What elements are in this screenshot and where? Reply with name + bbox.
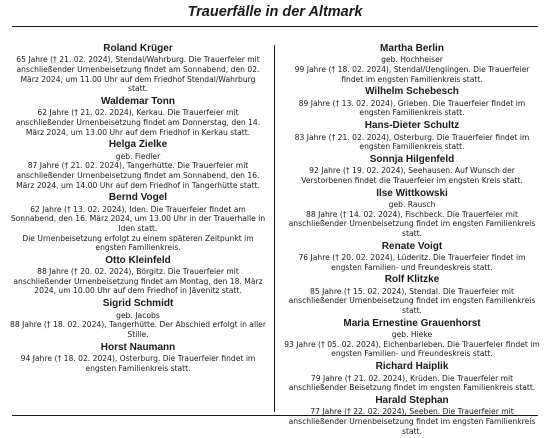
obituary-text: 88 Jahre († 14. 02. 2024), Fischbeck. Die Trauerfeier mit anschließender Urnenbeisetzung findet im engsten Familienkreis statt. (288, 209, 536, 238)
obituary-entry (10, 298, 266, 339)
deceased-name: Helga Zielke (108, 139, 168, 151)
deceased-name: Ilse Wittkowski (376, 187, 448, 199)
obituary-text: 76 Jahre († 20. 02. 2024), Lüderitz. Die Trauerfeier findet im engsten Familien- und Freundeskreis statt. (298, 253, 526, 272)
obituary-text: 92 Jahre († 19. 02. 2024), Seehausen. Auf Wunsch der Verstorbenen findet die Trauerfeier im engsten Kreis statt. (301, 166, 523, 185)
deceased-name: Horst Naumann (100, 341, 176, 353)
birth-name: geb. Rausch (388, 200, 436, 210)
right-column (283, 43, 541, 438)
obituary-entry (283, 361, 541, 393)
obituary-text: 89 Jahre († 13. 02. 2024), Grieben. Die Trauerfeier findet im engsten Familienkreis statt. (298, 98, 526, 118)
obituary-text: 62 Jahre († 13. 02. 2024), Iden. Die Trauerfeier findet am Sonnabend, den 16. März 2024, um 13.00 Uhr in der Trauerhalle in Iden statt. (10, 204, 266, 233)
deceased-name: Richard Haiplik (375, 361, 449, 373)
obituary-entry (10, 96, 266, 137)
obituary-text: 88 Jahre († 18. 02. 2024), Tangerhütte. Der Abschied erfolgt in aller Stille. (10, 320, 266, 339)
obituary-entry (10, 139, 266, 190)
obituary-entry (283, 274, 541, 315)
obituary-text: 99 Jahre († 18. 02. 2024), Stendal/Uenglingen. Die Trauerfeier findet im engsten Familienkreis statt. (294, 65, 530, 84)
obituary-entry (10, 43, 266, 94)
obituary-text: 94 Jahre († 18. 02. 2024), Osterburg. Die Trauerfeier findet im engsten Familienkreis statt. (20, 354, 256, 373)
birth-name: geb. Hochheiser (381, 55, 443, 65)
deceased-name: Hans-Dieter Schultz (364, 120, 460, 132)
obituary-entry (10, 342, 266, 374)
obituary-entry (283, 241, 541, 273)
deceased-name: Bernd Vogel (108, 192, 168, 204)
obituary-entry (283, 120, 541, 152)
deceased-name: Rolf Klitzke (384, 274, 440, 286)
deceased-name: Renate Voigt (381, 240, 443, 252)
obituary-text: 77 Jahre († 22. 02. 2024), Seeben. Die Trauerfeier mit anschließender Urnenbeisetzung findet im engsten Familienkreis statt. (288, 407, 536, 436)
deceased-name: Otto Kleinfeld (105, 254, 171, 266)
obituary-entry (10, 255, 266, 296)
obituary-entry (283, 43, 541, 84)
obituary-text: 85 Jahre († 15. 02. 2024), Stendal. Die Trauerfeier mit anschließender Urnenbeisetzung findet im engsten Familienkreis statt. (288, 286, 536, 316)
deceased-name: Harald Stephan (375, 395, 449, 406)
deceased-name: Waldemar Tonn (101, 95, 175, 107)
deceased-name: Roland Krüger (103, 43, 173, 54)
birth-name: geb. Hieke (391, 330, 433, 340)
obituary-text: 79 Jahre († 21. 02. 2024), Krüden. Die Trauerfeier mit anschließender Beisetzung findet im engsten Familienkreis statt. (288, 373, 536, 393)
obituary-entry (283, 188, 541, 239)
obituary-entry (283, 318, 541, 359)
obituary-text: 88 Jahre († 20. 02. 2024), Börgitz. Die Trauerfeier mit anschließender Urnenbeisetzung findet am Montag, den 18. März 2024, um 10.00 Uhr auf dem Friedhof in Jävenitz statt. (13, 267, 263, 296)
deceased-name: Maria Ernestine Grauenhorst (343, 317, 481, 329)
obituary-note: Die Urnenbeisetzung erfolgt zu einem späteren Zeitpunkt im engsten Familienkreis. (22, 233, 254, 253)
birth-name: geb. Fiedler (115, 151, 161, 161)
left-column (10, 43, 266, 375)
top-rule (12, 26, 538, 27)
obituary-text: 65 Jahre († 21. 02. 2024), Stendal/Wahrburg. Die Trauerfeier mit anschließender Urnenbeisetzung findet am Sonnabend, den 02. März 2024, um 11.00 Uhr auf dem Friedhof Stendal/Wahrburg statt. (16, 55, 260, 94)
column-divider (274, 45, 275, 412)
obituary-text: 83 Jahre († 21. 02. 2024), Osterburg. Die Trauerfeier findet im engsten Familienkreis statt. (294, 132, 530, 152)
obituary-text: 62 Jahre († 21. 02. 2024), Kerkau. Die Trauerfeier mit anschließender Urnenbeisetzung findet am Donnerstag, den 14. März 2024, um 13.00 Uhr auf dem Friedhof in Kerkau statt. (15, 108, 261, 137)
obituary-entry (283, 86, 541, 118)
page-title: Trauerfälle in der Altmark (187, 4, 363, 20)
obituary-text: 93 Jahre († 05. 02. 2024), Eichenbarleben. Die Trauerfeier findet im engsten Familien- und Freundeskreis statt. (284, 339, 540, 359)
obituary-entry (283, 154, 541, 186)
deceased-name: Wilhelm Schebesch (365, 86, 459, 98)
bottom-rule (12, 415, 538, 416)
birth-name: geb. Jacobs (116, 310, 160, 320)
deceased-name: Sigrid Schmidt (102, 298, 174, 310)
obituary-text: 87 Jahre († 21. 02. 2024), Tangerhütte. Die Trauerfeier mit anschließender Urnenbeisetzung findet am Sonnabend, den 16. März 2024, um 14.00 Uhr auf dem Friedhof in Tangerhütte statt. (16, 161, 260, 190)
deceased-name: Sonnja Hilgenfeld (369, 153, 455, 165)
deceased-name: Martha Berlin (380, 43, 444, 54)
obituary-entry (10, 192, 266, 252)
